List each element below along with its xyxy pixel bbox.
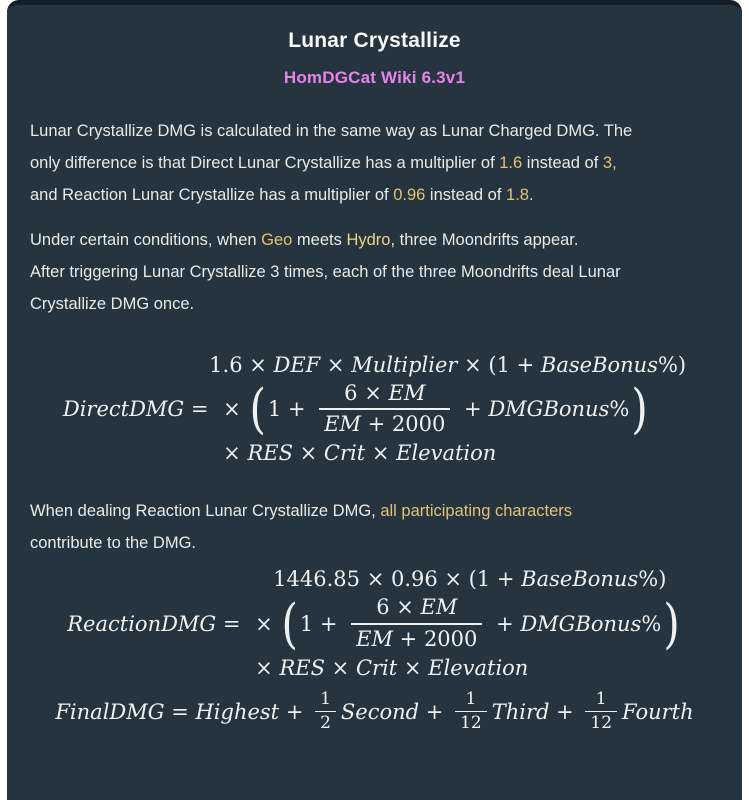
moondrift-paragraph: Under certain conditions, when Geo meets Hydro, three Moondrifts appear. After triggering Lunar Crystallize 3 times, each of the three Moondrifts deal Lunar Crystallize DMG once. (30, 231, 621, 313)
final-formula-right: Fourth (622, 699, 694, 724)
fraction-twelfth (455, 690, 487, 734)
big-paren-open: ( (281, 591, 298, 655)
formula-line-3: × RES × Crit × Elevation (255, 655, 529, 680)
formula-line-1: 1446.85 × 0.96 × (1 + BaseBonus %) (273, 567, 667, 592)
big-paren-open: ( (249, 377, 266, 441)
fraction-numerator: 1 (320, 688, 331, 709)
formula-line-3: × RES × Crit × Elevation (223, 441, 497, 466)
wiki-card (7, 0, 742, 800)
final-formula-mid-1: Second + (340, 699, 451, 724)
page-subtitle: HomDGCat Wiki 6.3v1 (283, 68, 466, 87)
fraction-numerator: 1 (465, 688, 477, 709)
intro-paragraph: Lunar Crystallize DMG is calculated in the same way as Lunar Charged DMG. The only difference is that Direct Lunar Crystallize has a multiplier of 1.6 instead of 3, and Reaction Lunar Crystallize has a multiplier of 0.96 instead of 1.8. (30, 122, 633, 204)
fraction-denominator: 12 (455, 711, 487, 734)
fraction-numerator: 1 (595, 688, 607, 709)
big-paren-close: ) (663, 591, 680, 655)
fraction-denominator: EM + 2000 (351, 623, 482, 652)
fraction (319, 381, 450, 437)
final-dmg-formula (23, 690, 726, 734)
final-formula-mid-2: Third + (491, 699, 581, 724)
inner-expression-right: + DMGBonus% (489, 611, 662, 636)
formula-line-2 (255, 591, 682, 655)
formula-line-1: 1.6 × DEF × Multiplier × (1 + BaseBonus %) (209, 353, 687, 377)
formula-line-2 (223, 377, 650, 441)
fraction-twelfth (585, 690, 617, 734)
big-paren-close: ) (631, 377, 648, 441)
inner-expression-left: 1 + (267, 397, 313, 422)
formula-lines (209, 353, 687, 466)
fraction-numerator: 6 × EM (376, 595, 458, 620)
reaction-paragraph: When dealing Reaction Lunar Crystallize DMG, all participating characters contribute to the DMG. (30, 502, 573, 553)
direct-dmg-formula (23, 353, 726, 465)
page-title: Lunar Crystallize (288, 29, 461, 52)
fraction-denominator: 2 (315, 711, 336, 734)
final-formula-left: FinalDMG = Highest + (55, 699, 311, 724)
fraction-numerator: 6 × EM (344, 381, 426, 405)
formula-label: ReactionDMG = (67, 611, 248, 636)
fraction-denominator: EM + 2000 (319, 408, 450, 437)
inner-expression-left: 1 + (299, 611, 345, 636)
formula-label: DirectDMG = (62, 397, 216, 422)
fraction (351, 595, 482, 651)
times-operator: × (223, 397, 248, 422)
fraction-denominator: 12 (585, 711, 617, 734)
inner-expression-right: + DMGBonus% (457, 397, 630, 422)
reaction-dmg-formula (23, 567, 726, 679)
times-operator: × (255, 611, 280, 636)
fraction-half (315, 690, 336, 734)
formula-lines (255, 567, 682, 679)
